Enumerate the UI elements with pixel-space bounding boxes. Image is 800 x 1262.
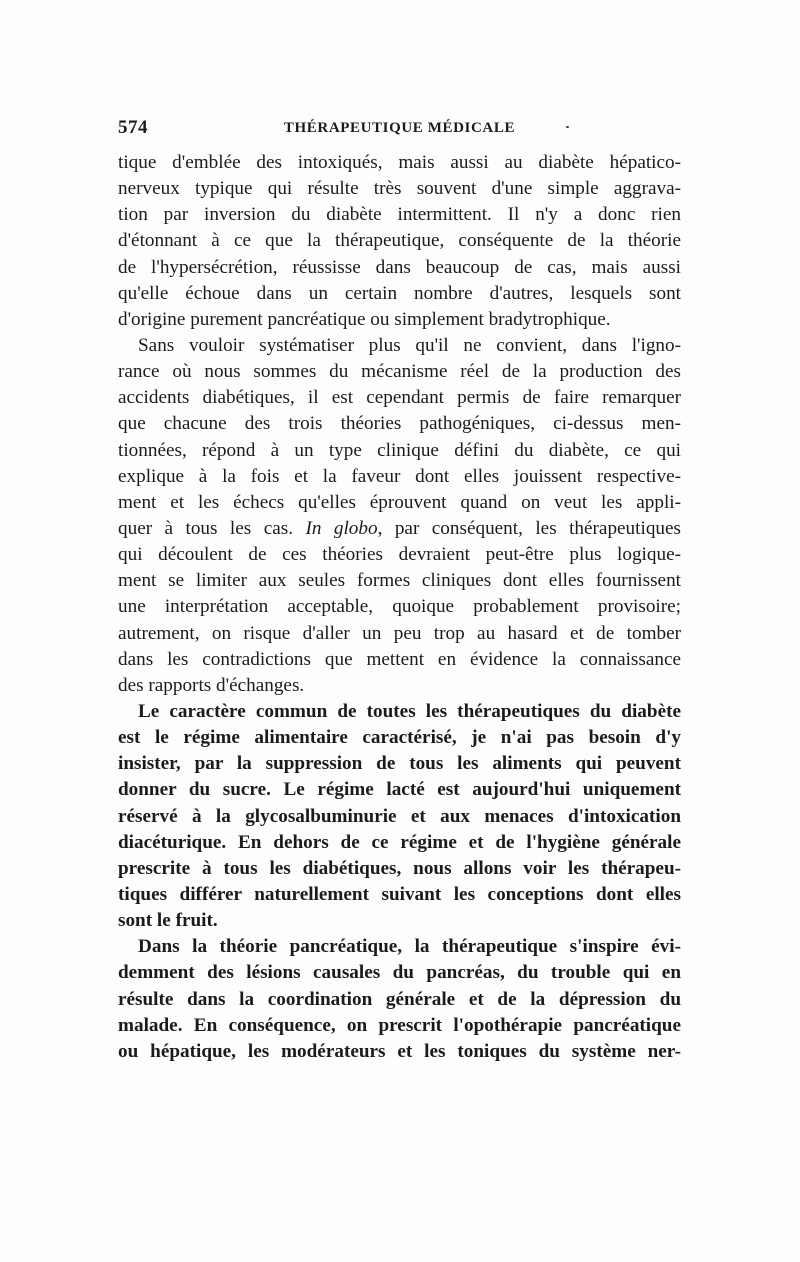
- text-fragment: quer à tous les cas.: [118, 517, 293, 539]
- text-line: prescrite à tous les diabétiques, nous allons voir les thérapeu-: [118, 857, 681, 879]
- text-line: tion par inversion du diabète intermittent. Il n'y a donc rien: [118, 204, 681, 226]
- text-line: nerveux typique qui résulte très souvent d'une simple aggrava-: [118, 178, 681, 200]
- text-line: demment des lésions causales du pancréas, du trouble qui en: [118, 962, 681, 984]
- text-line: une interprétation acceptable, quoique probablement provisoire;: [118, 596, 681, 618]
- text-line: Dans la théorie pancréatique, la thérapeutique s'inspire évi-: [138, 936, 681, 958]
- text-line: de l'hypersécrétion, réussisse dans beaucoup de cas, mais aussi: [118, 256, 681, 278]
- text-line: Le caractère commun de toutes les thérapeutiques du diabète: [138, 700, 681, 722]
- text-line: d'origine purement pancréatique ou simplement bradytrophique.: [118, 308, 611, 330]
- text-line: qui découlent de ces théories devraient peut-être plus logique-: [118, 544, 681, 566]
- text-line: ment et les échecs qu'elles éprouvent quand on veut les appli-: [118, 491, 681, 513]
- text-line: résulte dans la coordination générale et de la dépression du: [118, 988, 681, 1010]
- text-line: ou hépatique, les modérateurs et les toniques du système ner-: [118, 1040, 681, 1062]
- text-line: dans les contradictions que mettent en évidence la connaissance: [118, 648, 681, 670]
- text-line: des rapports d'échanges.: [118, 674, 305, 696]
- running-head: [118, 116, 681, 140]
- text-line: ment se limiter aux seules formes cliniques dont elles fournissent: [118, 570, 681, 592]
- text-line: [118, 516, 681, 542]
- text-line: accidents diabétiques, il est cependant permis de faire remarquer: [118, 387, 681, 409]
- text-line: que chacune des trois théories pathogéniques, ci-dessus men-: [118, 413, 681, 435]
- running-title: THÉRAPEUTIQUE MÉDICALE: [283, 120, 516, 136]
- text-line: rance où nous sommes du mécanisme réel de la production des: [118, 361, 681, 383]
- text-line: tiques différer naturellement suivant les conceptions dont elles: [118, 883, 681, 905]
- text-line: malade. En conséquence, on prescrit l'opothérapie pancréatique: [118, 1014, 681, 1036]
- text-fragment: , par conséquent, les thérapeutiques: [377, 517, 681, 539]
- text-line: réservé à la glycosalbuminurie et aux menaces d'intoxication: [118, 805, 681, 827]
- body-text: [118, 150, 681, 1065]
- text-line: Sans vouloir systématiser plus qu'il ne convient, dans l'igno-: [138, 334, 681, 356]
- page-number: 574: [118, 117, 148, 138]
- text-line: d'étonnant à ce que la thérapeutique, conséquente de la théorie: [118, 230, 681, 252]
- text-line: tionnées, répond à un type clinique défini du diabète, ce qui: [118, 439, 681, 461]
- text-line: insister, par la suppression de tous les aliments qui peuvent: [118, 753, 681, 775]
- ink-speck: [566, 126, 569, 128]
- text-line: diacéturique. En dehors de ce régime et de l'hygiène générale: [118, 831, 681, 853]
- text-line: explique à la fois et la faveur dont elles jouissent respective-: [118, 465, 681, 487]
- text-line: qu'elle échoue dans un certain nombre d'autres, lesquels sont: [118, 282, 681, 304]
- text-line: tique d'emblée des intoxiqués, mais aussi au diabète hépatico-: [118, 152, 681, 173]
- text-line: autrement, on risque d'aller un peu trop au hasard et de tomber: [118, 622, 681, 644]
- italic-phrase: In globo: [305, 517, 378, 539]
- text-line: est le régime alimentaire caractérisé, je n'ai pas besoin d'y: [118, 727, 681, 749]
- text-line: donner du sucre. Le régime lacté est aujourd'hui uniquement: [118, 779, 681, 801]
- text-line: sont le fruit.: [118, 910, 218, 932]
